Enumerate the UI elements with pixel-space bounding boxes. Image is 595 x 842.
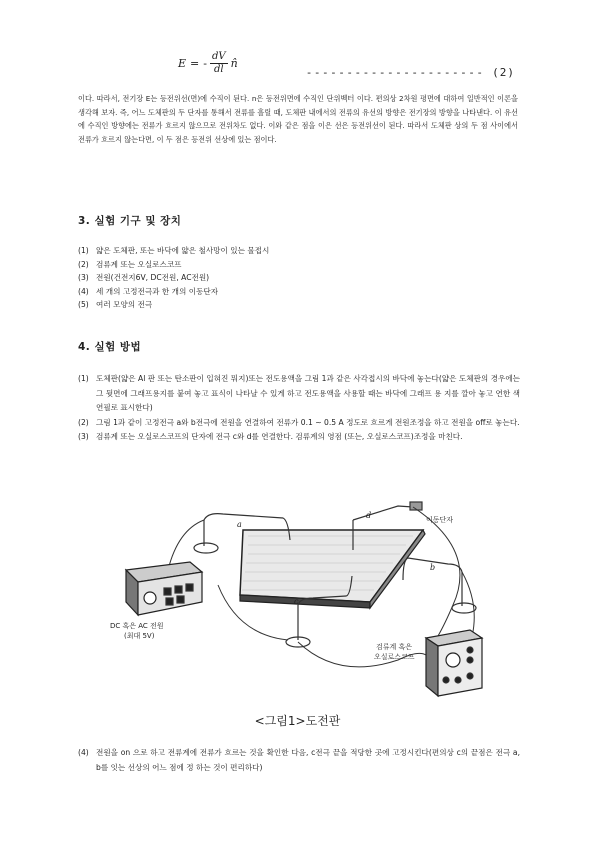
electrode-b bbox=[403, 558, 476, 613]
list-item: (3) 검류계 또는 오실로스코프의 단자에 전극 c와 d를 연결한다. 검류계의 영점 (또는, 오실로스코프)조정을 마친다. bbox=[78, 432, 463, 441]
label-c: c bbox=[294, 597, 299, 606]
list-item: (3) 전원(건전지6V, DC전원, AC전원) bbox=[78, 273, 210, 282]
list-item: (1) 도체판(얇은 Al 판 또는 탄소판이 입혀진 뭐지)또는 전도용액을 그림 1과 같은 사각접시의 바닥에 놓는다(얇은 도체판의 경우에는 그 뒷면에 그래프용지를 붙여 놓고 표식이 나타날 수 있게 하고 전도용액을 사용할 때는 바닥에 그래프 용 지를 깔아 놓고 연한 색연필로 표시한다) bbox=[78, 374, 521, 412]
section4-heading: 4. 실험 방법 bbox=[78, 341, 142, 353]
section3-list bbox=[78, 244, 520, 312]
label-meter-line1: 검류계 혹은 bbox=[376, 643, 413, 651]
label-d: d bbox=[366, 511, 372, 520]
list-item: (2) 검류계 또는 오실로스코프 bbox=[78, 259, 182, 269]
equation-number bbox=[306, 66, 515, 79]
power-supply bbox=[126, 562, 202, 615]
equation-leader: ---------------------- bbox=[305, 66, 485, 79]
eq-fraction bbox=[210, 52, 228, 75]
intro-paragraph: 이다. 따라서, 전기장 E는 등전위선(면)에 수직이 된다. n은 등전위면에 수직인 단위벡터 이다. 편의상 2차원 평면에 대하여 일반적인 이론을 생각해 보자. 즉, 어느 도체판의 두 단자를 통해서 전류를 흘릴 때, 도체판 내에서의 전류의 유선의 방향은 전기장의 방향을 나타낸다. 이 유선에 수직인 방향에는 전류가 흐르지 않으므로 전위차도 없다. 이와 같은 점을 이은 선은 등전위선이 된다. 따라서 도체판 상의 두 점 사이에서 전류가 흐르지 않는다면, 이 두 점은 등전위 선상에 있는 점이다. bbox=[78, 94, 519, 144]
list-item: (4) 전원을 on 으로 하고 전류계에 전류가 흐르는 것을 확인한 다음, c전극 끝을 적당한 곳에 고정시킨다(편의상 c의 끝점은 전극 a, b를 잇는 선상의 어느 점에 정 하는 것이 편리하다) bbox=[78, 748, 520, 772]
eq-equals: = bbox=[190, 57, 200, 70]
label-power-line2: (최대 5V) bbox=[124, 632, 155, 640]
oscilloscope bbox=[426, 630, 482, 696]
figure-caption: <그림1>도전판 bbox=[254, 714, 341, 728]
section3-heading: 3. 실험 기구 및 장치 bbox=[78, 215, 182, 227]
label-meter-line2: 오실로스코프 bbox=[374, 653, 415, 661]
section4-list-continued bbox=[78, 746, 520, 775]
section4-list bbox=[78, 372, 520, 445]
eq-minus: - bbox=[203, 57, 207, 70]
label-power-line1: DC 혹은 AC 전원 bbox=[110, 622, 164, 630]
list-item: (5) 여러 모양의 전극 bbox=[78, 300, 153, 309]
eq-unit-vector: n̂ bbox=[230, 57, 238, 70]
eq-lhs: E bbox=[178, 57, 187, 70]
eq-numerator: dV bbox=[211, 51, 226, 62]
list-item: (4) 세 개의 고정전극과 한 개의 이동단자 bbox=[78, 286, 219, 296]
equation bbox=[178, 52, 238, 75]
label-moving-terminal: 이동단자 bbox=[426, 516, 454, 524]
label-a: a bbox=[237, 520, 242, 529]
figure-conductive-plate bbox=[108, 490, 488, 708]
eq-denominator: dl bbox=[213, 64, 224, 75]
list-item: (1) 얇은 도체판, 또는 바닥에 얇은 철사망이 있는 물접시 bbox=[78, 246, 270, 255]
label-b: b bbox=[430, 563, 436, 572]
equation-number-label: (2) bbox=[492, 66, 515, 79]
list-item: (2) 그림 1과 같이 고정전극 a와 b전극에 전원을 연결하여 전류가 0.1 ~ 0.5 A 정도로 흐르게 전원조정을 하고 전원을 off로 놓는다. bbox=[78, 417, 520, 427]
